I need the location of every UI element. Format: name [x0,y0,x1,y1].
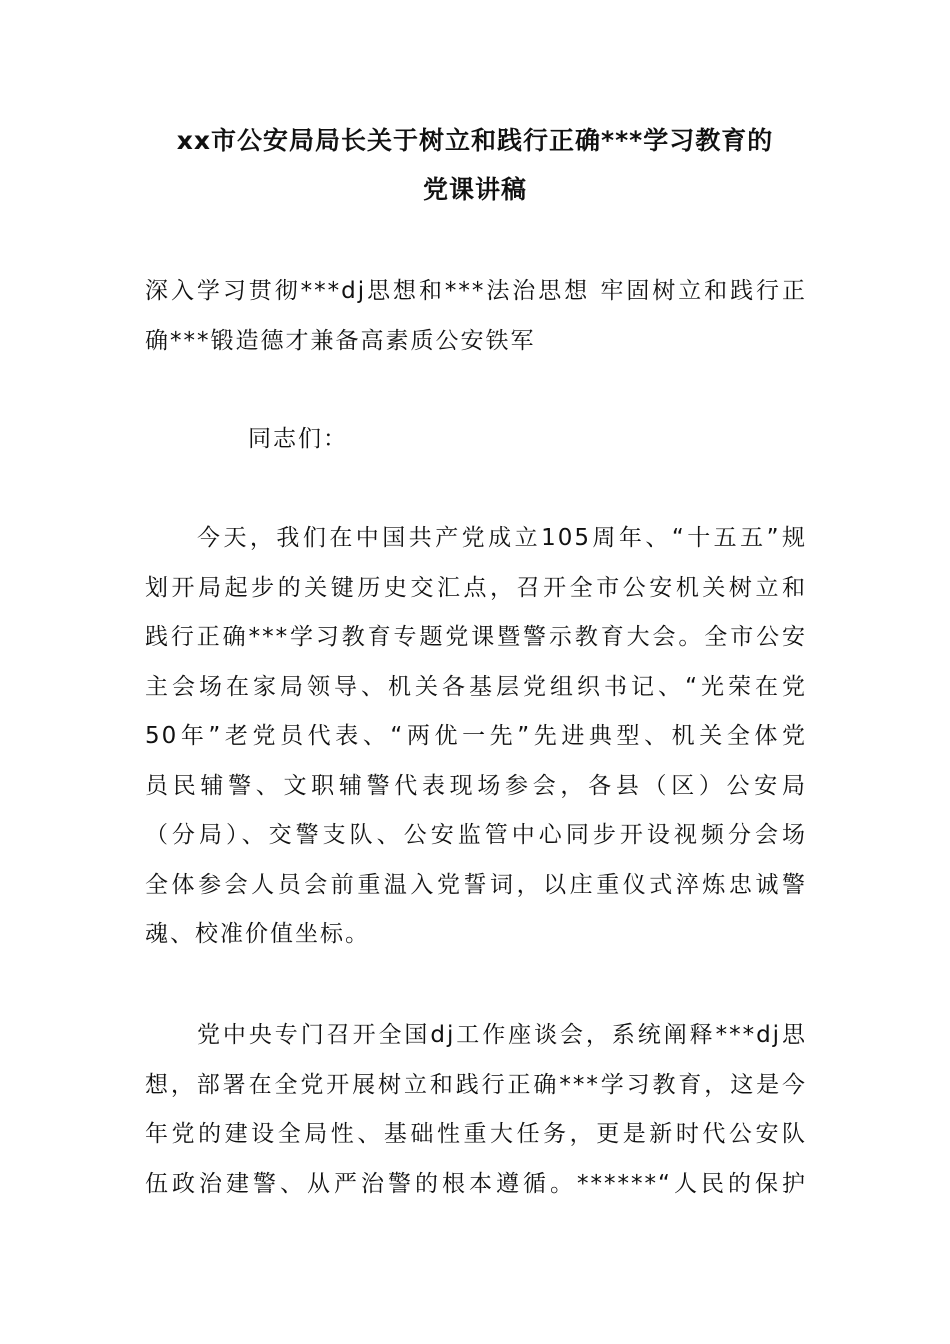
paragraph-1-line: 魂、校准价值坐标。 [145,921,370,947]
subtitle-line-2: 确***锻造德才兼备高素质公安铁军 [145,327,536,354]
paragraph-1-line: 今天，我们在中国共产党成立105周年、“十五五”规 [197,525,807,551]
paragraph-1-line: 主会场在家局领导、机关各基层党组织书记、“光荣在党 [145,673,807,700]
document-title-line-1: xx市公安局局长关于树立和践行正确***学习教育的 [176,126,774,155]
paragraph-1-line: （分局）、交警支队、公安监管中心同步开设视频分会场 [145,822,807,848]
paragraph-1-line: 践行正确***学习教育专题党课暨警示教育大会。全市公安 [145,624,807,650]
paragraph-2-line: 党中央专门召开全国dj工作座谈会，系统阐释***dj思 [197,1022,807,1048]
paragraph-2-line: 伍政治建警、从严治警的根本遵循。******“人民的保护 [145,1170,807,1197]
paragraph-1 [145,514,807,960]
document-title-line-2: 党课讲稿 [422,175,527,204]
paragraph-1-line: 全体参会人员会前重温入党誓词，以庄重仪式淬炼忠诚警 [145,871,807,898]
paragraph-1-line: 50年”老党员代表、“两优一先”先进典型、机关全体党 [145,723,807,749]
greeting: 同志们： [248,426,348,452]
document-subtitle [145,267,807,366]
paragraph-2-line: 年党的建设全局性、基础性重大任务，更是新时代公安队 [145,1121,807,1147]
paragraph-2-line: 想，部署在全党开展树立和践行正确***学习教育，这是今 [145,1071,807,1098]
paragraph-1-line: 员民辅警、文职辅警代表现场参会，各县（区）公安局 [145,772,807,799]
paragraph-1-line: 划开局起步的关键历史交汇点，召开全市公安机关树立和 [145,574,807,601]
subtitle-line-1: 深入学习贯彻***dj思想和***法治思想 牢固树立和践行正 [145,278,807,304]
paragraph-2 [145,1011,807,1209]
